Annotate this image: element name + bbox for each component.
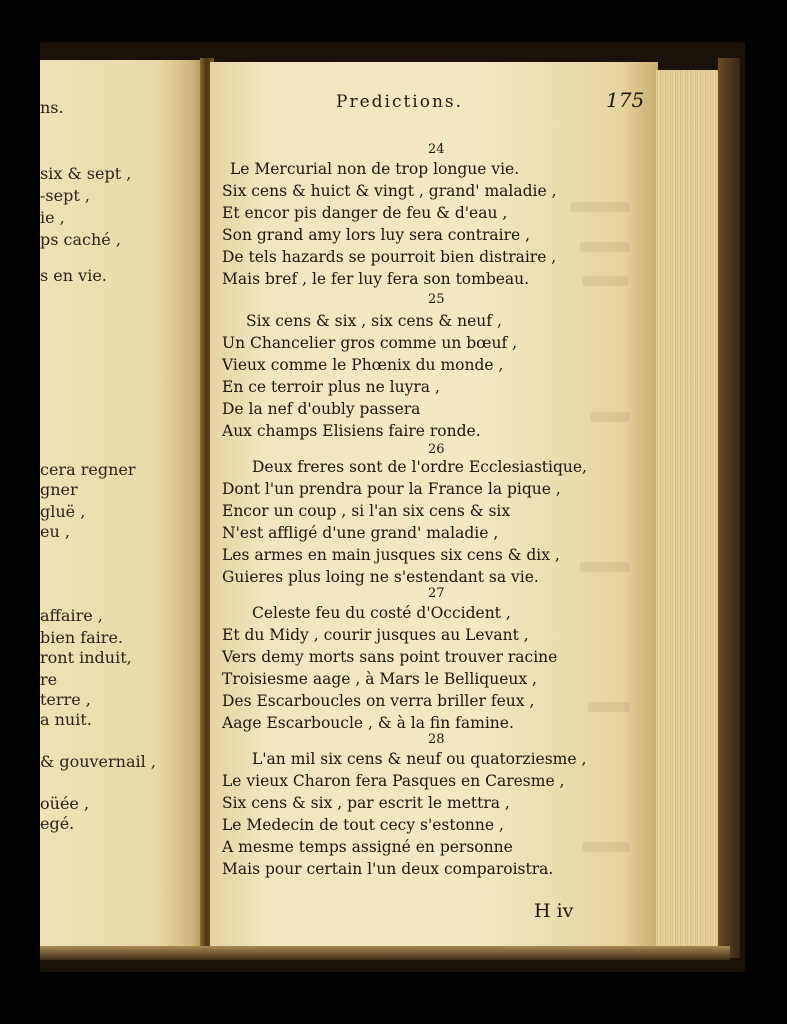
verse-line: Des Escarboucles on verra briller feux ,	[222, 692, 535, 710]
verse-line: Vieux comme le Phœnix du monde ,	[222, 356, 504, 374]
verse-line: En ce terroir plus ne luyra ,	[222, 378, 440, 396]
left-fragment: six & sept ,	[40, 164, 132, 183]
stanza-number: 25	[428, 292, 445, 307]
stanza-number: 27	[428, 586, 445, 601]
verse-line: Encor un coup , si l'an six cens & six	[222, 502, 511, 520]
left-fragment: gluë ,	[40, 502, 86, 521]
signature-mark: H iv	[534, 900, 574, 922]
left-page-text	[40, 60, 200, 948]
verse-line: Son grand amy lors luy sera contraire ,	[222, 226, 531, 244]
left-fragment: ns.	[40, 98, 64, 117]
left-fragment: cera regner	[40, 460, 136, 479]
verse-line: Le Mercurial non de trop longue vie.	[230, 160, 520, 178]
verse-line: Six cens & huict & vingt , grand' maladie ,	[222, 182, 557, 200]
verse-line: Aux champs Elisiens faire ronde.	[222, 422, 481, 440]
stanza-number: 26	[428, 442, 445, 457]
left-fragment: & gouvernail ,	[40, 752, 156, 771]
stanza-number: 28	[428, 732, 445, 747]
left-fragment: terre ,	[40, 690, 91, 709]
verse-line: Guieres plus loing ne s'estendant sa vie.	[222, 568, 539, 586]
running-header: Predictions.	[336, 92, 464, 112]
cover-edge	[718, 58, 740, 958]
verse-line: Et encor pis danger de feu & d'eau ,	[222, 204, 508, 222]
verse-line: Dont l'un prendra pour la France la pique ,	[222, 480, 561, 498]
verse-line: Le vieux Charon fera Pasques en Caresme ,	[222, 772, 565, 790]
left-fragment: eu ,	[40, 522, 70, 541]
left-fragment: egé.	[40, 814, 75, 833]
left-fragment: gner	[40, 480, 78, 499]
verse-line: De tels hazards se pourroit bien distraire ,	[222, 248, 557, 266]
left-fragment: ie ,	[40, 208, 65, 227]
verse-line: Deux freres sont de l'ordre Ecclesiastique,	[252, 458, 587, 476]
verse-line: Aage Escarboucle , & à la fin famine.	[222, 714, 514, 732]
verse-line: Mais bref , le fer luy fera son tombeau.	[222, 270, 530, 288]
left-fragment: bien faire.	[40, 628, 123, 647]
verse-line: Le Medecin de tout cecy s'estonne ,	[222, 816, 504, 834]
bottom-edge	[40, 946, 730, 960]
left-fragment: oüée ,	[40, 794, 90, 813]
verse-line: Et du Midy , courir jusques au Levant ,	[222, 626, 529, 644]
verse-line: De la nef d'oubly passera	[222, 400, 421, 418]
left-fragment: affaire ,	[40, 606, 103, 625]
left-fragment: re	[40, 670, 58, 689]
verse-line: A mesme temps assigné en personne	[222, 838, 513, 856]
verse-line: N'est affligé d'une grand' maladie ,	[222, 524, 499, 542]
verse-line: Celeste feu du costé d'Occident ,	[252, 604, 511, 622]
left-fragment: a nuit.	[40, 710, 92, 729]
page-number: 175	[606, 88, 645, 112]
verse-line: Six cens & six , par escrit le mettra ,	[222, 794, 510, 812]
left-fragment: s en vie.	[40, 266, 107, 285]
verse-line: Vers demy morts sans point trouver racine	[222, 648, 558, 666]
verse-line: Six cens & six , six cens & neuf ,	[246, 312, 502, 330]
stanza-number: 24	[428, 142, 445, 157]
left-fragment: ps caché ,	[40, 230, 121, 249]
verse-line: Un Chancelier gros comme un bœuf ,	[222, 334, 518, 352]
verse-line: Mais pour certain l'un deux comparoistra.	[222, 860, 554, 878]
left-fragment: ront induit,	[40, 648, 132, 667]
verse-line: Troisiesme aage , à Mars le Belliqueux ,	[222, 670, 537, 688]
verse-line: Les armes en main jusques six cens & dix ,	[222, 546, 560, 564]
verse-line: L'an mil six cens & neuf ou quatorziesme ,	[252, 750, 587, 768]
page-edges	[656, 70, 720, 950]
left-fragment: -sept ,	[40, 186, 90, 205]
